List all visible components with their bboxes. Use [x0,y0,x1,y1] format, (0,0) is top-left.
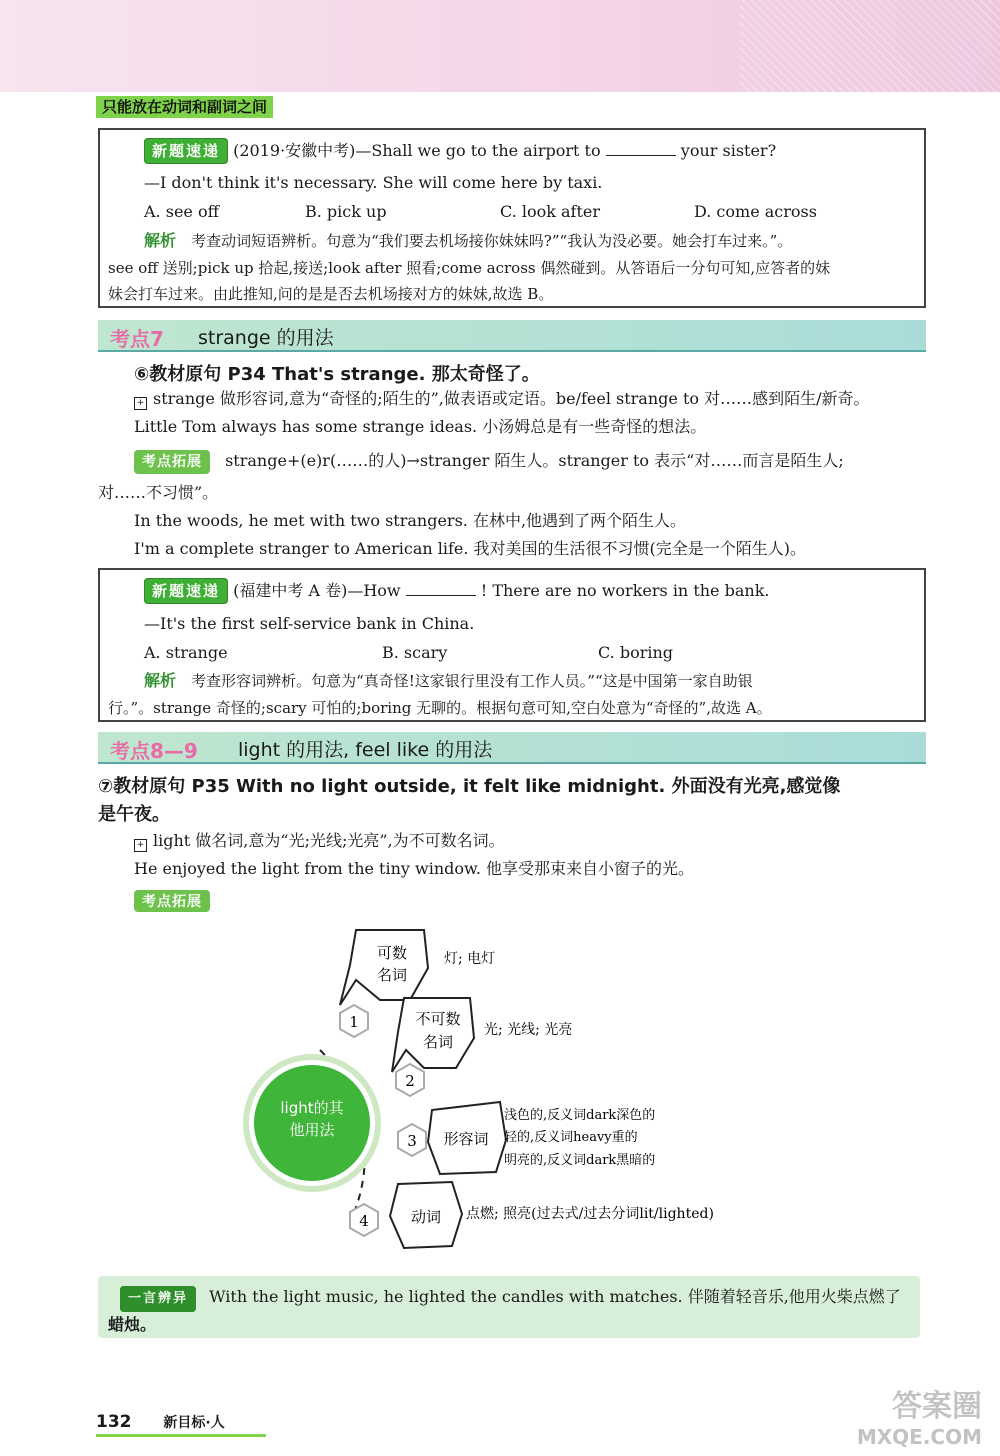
q2-analysis-text-1: 考查形容词辨析。句意为“真奇怪!这家银行里没有工作人员。”“这是中国第一家自助银 [191,672,753,690]
section-7-number: 考点7 [110,327,164,351]
bottom-line-2: 蜡烛。 [108,1315,157,1334]
s7-example-1: In the woods, he met with two strangers. 在林中,他遇到了两个陌生人。 [134,511,687,530]
page-number: 132 [96,1412,132,1432]
q1-analysis-text-1: 考查动词短语辨析。句意为“我们要去机场接你妹妹吗?”“我认为没必要。她会打车过来。”。 [191,232,793,250]
s7-p2: Little Tom always has some strange ideas. 小汤姆总是有一些奇怪的想法。 [134,417,707,436]
watermark-line-1: 答案圈 [892,1389,982,1424]
bubble-3-meaning-3: 明亮的,反义词dark黑暗的 [504,1153,656,1168]
center-label-2: 他用法 [289,1121,335,1139]
q1-option-b: B. pick up [305,202,387,221]
center-label-1: light的其 [280,1099,344,1117]
number-1: 1 [349,1013,359,1031]
s89-heading-2: 是午夜。 [98,804,170,825]
top-decorative-band [0,0,1000,92]
series-name: 新目标·人 [163,1415,225,1431]
q1-option-d: D. come across [694,202,817,221]
q1-option-c: C. look after [500,202,601,221]
bottom-tip-box [98,1276,920,1338]
q1-analysis-line-1 [144,230,792,252]
light-usage-diagram [0,910,1000,1270]
s89-p1-row [134,830,505,852]
bubble-3-meaning-1: 浅色的,反义词dark深色的 [504,1108,656,1123]
s89-p1: light 做名词,意为“光;光线;光亮”,为不可数名词。 [153,831,505,850]
s89-ext-chip: 考点拓展 [134,890,210,912]
q2-source: (福建中考 A 卷)—How [233,581,401,600]
plus-icon: + [134,397,147,410]
bubble-3-label: 形容词 [443,1130,489,1148]
q2-analysis-label: 解析 [144,671,177,690]
s7-ext-1: strange+(e)r(……的人)→stranger 陌生人。stranger to 表示“对……而言是陌生人; [225,451,844,470]
q1-blank [606,141,676,156]
number-2: 2 [405,1072,415,1090]
bubble-2-line-1: 不可数 [415,1010,461,1028]
bottom-chip: 一言辨异 [120,1286,196,1312]
q2-analysis-line-1 [144,670,753,692]
section-bar-7 [98,320,926,352]
footer-bar [96,1434,266,1437]
q1-after-blank: your sister? [680,141,777,160]
number-4: 4 [359,1212,369,1230]
q1-analysis-text-3: 妹会打车过来。由此推知,问的是是否去机场接对方的妹妹,故选 B。 [108,285,554,303]
q1-option-a: A. see off [144,202,219,221]
question-box-1 [98,128,926,308]
bubble-1-meaning: 灯; 电灯 [444,951,496,967]
q2-analysis-text-2: 行。”。strange 奇怪的;scary 可怕的;boring 无聊的。根据句意可知,空白处意为“奇怪的”,故选 A。 [108,699,772,717]
q2-option-b: B. scary [382,643,448,662]
q2-option-c: C. boring [598,643,674,662]
section-7-title: strange 的用法 [198,327,334,349]
section-bar-8-9 [98,732,926,764]
bubble-4-meaning: 点燃; 照亮(过去式/过去分词lit/lighted) [466,1206,714,1222]
section-8-9-number: 考点8—9 [110,739,198,763]
page-footer [96,1412,225,1432]
s7-ext-2: 对……不习惯”。 [98,483,219,502]
watermark [856,1389,982,1452]
s7-p1-row [134,388,870,410]
top-tag-line: 只能放在动词和副词之间 [96,96,273,118]
bottom-line-1: With the light music, he lighted the candles with matches. 伴随着轻音乐,他用火柴点燃了 [209,1287,901,1306]
q1-analysis-text-2: see off 送别;pick up 拾起,接送;look after 照看;come across 偶然碰到。从答语后一分句可知,应答者的妹 [108,259,831,277]
q2-reply: —It's the first self-service bank in China. [144,614,475,633]
bubble-3-meaning-2: 轻的,反义词heavy重的 [504,1130,638,1145]
s7-ext-row [134,450,844,474]
bubble-4-label: 动词 [410,1208,442,1226]
q2-source-line [144,578,769,604]
bubble-2-line-2: 名词 [422,1033,454,1051]
plus-icon: + [134,839,147,852]
s7-example-2: I'm a complete stranger to American life. 我对美国的生活很不习惯(完全是一个陌生人)。 [134,539,807,558]
s89-ext-row [134,890,210,912]
s89-heading-1: ⑦教材原句 P35 With no light outside, it felt like midnight. 外面没有光亮,感觉像 [98,776,841,797]
q2-blank [406,581,476,596]
q1-source-line [144,138,776,164]
number-3: 3 [407,1132,417,1150]
q1-chip: 新题速递 [144,138,228,164]
section-8-9-title: light 的用法, feel like 的用法 [238,739,493,761]
q2-chip: 新题速递 [144,578,228,604]
q1-analysis-label: 解析 [144,231,177,250]
s7-p1: strange 做形容词,意为“奇怪的;陌生的”,做表语或定语。be/feel strange to 对……感到陌生/新奇。 [153,389,870,408]
s89-p2: He enjoyed the light from the tiny window. 他享受那束来自小窗子的光。 [134,859,694,878]
bubble-1-line-2: 名词 [376,966,408,984]
s7-heading: ⑥教材原句 P34 That's strange. 那太奇怪了。 [134,364,540,385]
q2-after-blank: ! There are no workers in the bank. [480,581,770,600]
q1-reply: —I don't think it's necessary. She will come here by taxi. [144,173,603,192]
watermark-line-2: MXQE.COM [856,1425,982,1449]
s7-ext-chip: 考点拓展 [134,450,210,474]
bubble-2-meaning: 光; 光线; 光亮 [484,1022,573,1038]
question-box-2 [98,568,926,722]
bottom-line-1-row [120,1286,901,1312]
q1-source: (2019·安徽中考)—Shall we go to the airport to [233,141,601,160]
q2-option-a: A. strange [144,643,228,662]
bubble-1-line-1: 可数 [376,944,408,962]
